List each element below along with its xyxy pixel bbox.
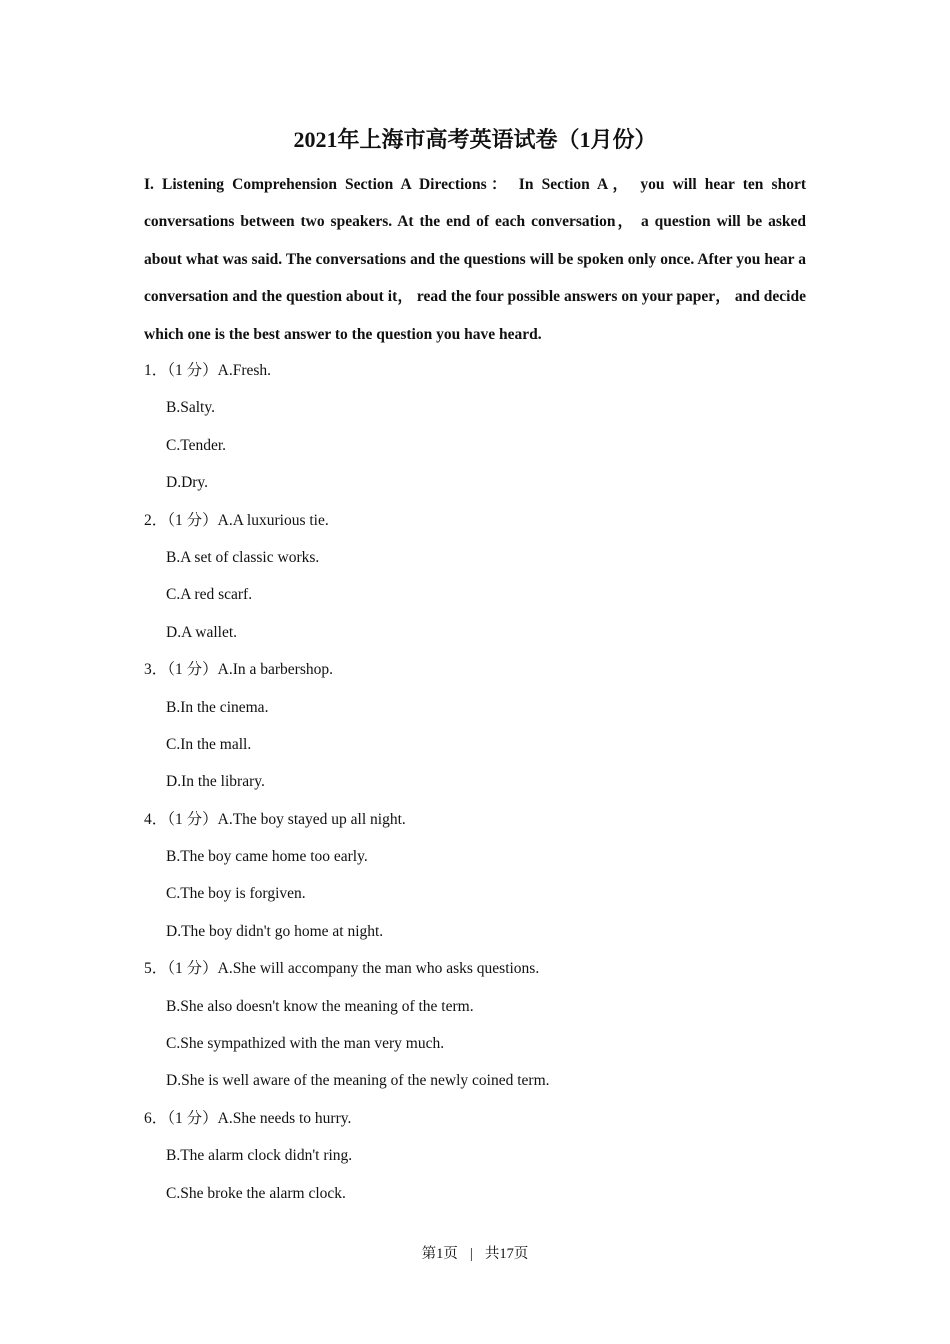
option-b: B.The boy came home too early.: [166, 848, 368, 866]
question-list: [144, 352, 806, 1212]
question-4: [144, 801, 806, 951]
option-d: D.The boy didn't go home at night.: [166, 922, 384, 940]
question-3: [144, 651, 806, 801]
option-b: B.Salty.: [166, 399, 215, 417]
option-b: B.The alarm clock didn't ring.: [166, 1147, 353, 1165]
question-number: 3．（1 分）: [144, 661, 218, 679]
page-number: 第1页: [421, 1246, 458, 1262]
question-number: 5．（1 分）: [144, 960, 218, 978]
option-a: A.Fresh.: [217, 362, 272, 379]
question-3-stem: [144, 651, 806, 688]
question-2: [144, 502, 806, 652]
option-a: A.The boy stayed up all night.: [217, 810, 406, 828]
option-c: C.In the mall.: [166, 735, 252, 753]
option-b: B.A set of classic works.: [166, 548, 320, 566]
option-d: D.Dry.: [166, 474, 209, 492]
option-c: C.A red scarf.: [166, 586, 253, 604]
option-b: B.In the cinema.: [166, 698, 269, 716]
option-a: A.A luxurious tie.: [217, 511, 329, 529]
page-total: 共17页: [484, 1246, 529, 1262]
page-footer: [0, 1240, 950, 1268]
question-2-stem: [144, 502, 806, 539]
question-number: 6．（1 分）: [144, 1109, 218, 1127]
question-number: 4．（1 分）: [144, 810, 218, 828]
option-a: A.In a barbershop.: [217, 661, 333, 679]
question-number: 2．（1 分）: [144, 511, 218, 529]
option-a: A.She will accompany the man who asks questions.: [217, 960, 540, 978]
question-4-stem: [144, 801, 806, 838]
option-d: D.She is well aware of the meaning of the newly coined term.: [166, 1072, 550, 1090]
question-6-stem: [144, 1100, 806, 1137]
option-c: C.She broke the alarm clock.: [166, 1184, 346, 1202]
option-b: B.She also doesn't know the meaning of the term.: [166, 997, 474, 1015]
question-1-stem: [144, 352, 806, 389]
footer-separator: |: [469, 1246, 473, 1262]
option-c: C.The boy is forgiven.: [166, 885, 306, 903]
question-1: [144, 352, 806, 502]
option-c: C.Tender.: [166, 436, 227, 454]
question-number: 1．（1 分）: [144, 362, 218, 379]
question-5-stem: [144, 950, 806, 987]
option-d: D.A wallet.: [166, 623, 238, 641]
question-5: [144, 950, 806, 1100]
page-title: 2021年上海市高考英语试卷（1月份）: [293, 127, 657, 152]
option-d: D.In the library.: [166, 773, 265, 791]
option-a: A.She needs to hurry.: [217, 1109, 352, 1127]
option-c: C.She sympathized with the man very much.: [166, 1035, 445, 1053]
question-6: [144, 1100, 806, 1212]
directions-paragraph: I. Listening Comprehension Section A Directions： In Section A， you will hear ten short conversations between two speakers. At the end of each conversation， a question will be asked about what was said. The conversations and the questions will be spoken only once. After you hear a conversation and the question about it， read the four possible answers on your paper， and decide which one is the best answer to the question you have heard.: [144, 176, 806, 343]
